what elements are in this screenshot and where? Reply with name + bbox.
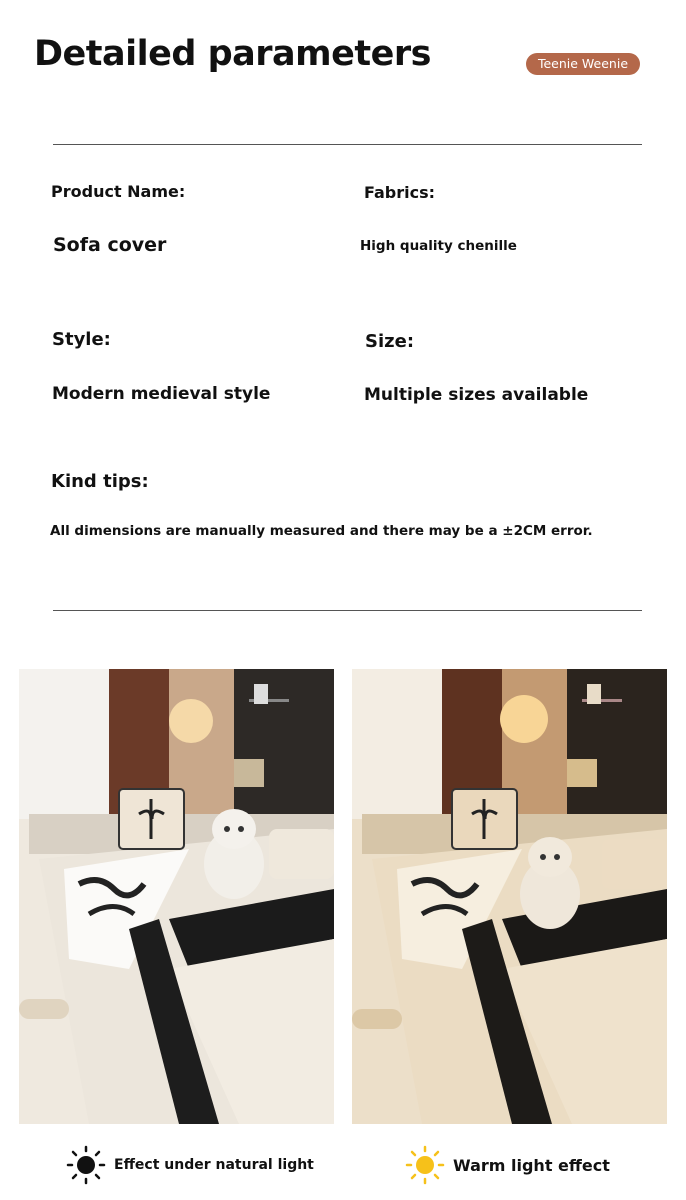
top-divider [53, 144, 642, 145]
kind-tips-text: All dimensions are manually measured and there may be a ±2CM error. [50, 523, 593, 539]
brand-badge: Teenie Weenie [526, 53, 640, 75]
size-value: Multiple sizes available [364, 385, 589, 405]
fabrics-value: High quality chenille [360, 238, 517, 254]
sun-icon [405, 1145, 445, 1185]
bottom-divider [53, 610, 642, 611]
caption-natural-light [66, 1145, 314, 1185]
style-value: Modern medieval style [52, 384, 271, 404]
caption-warm-light [405, 1145, 610, 1185]
fabrics-label: Fabrics: [364, 183, 436, 202]
sun-icon [66, 1145, 106, 1185]
product-name-label: Product Name: [51, 182, 186, 201]
kind-tips-label: Kind tips: [51, 471, 149, 492]
page-title: Detailed parameters [34, 34, 431, 74]
style-label: Style: [52, 329, 111, 350]
caption-natural-light-text: Effect under natural light [114, 1157, 314, 1173]
sofa-photo-warm-light [352, 669, 667, 1124]
product-name-value: Sofa cover [53, 234, 167, 256]
size-label: Size: [365, 331, 415, 352]
sofa-photo-natural-light [19, 669, 334, 1124]
caption-warm-light-text: Warm light effect [453, 1155, 610, 1175]
